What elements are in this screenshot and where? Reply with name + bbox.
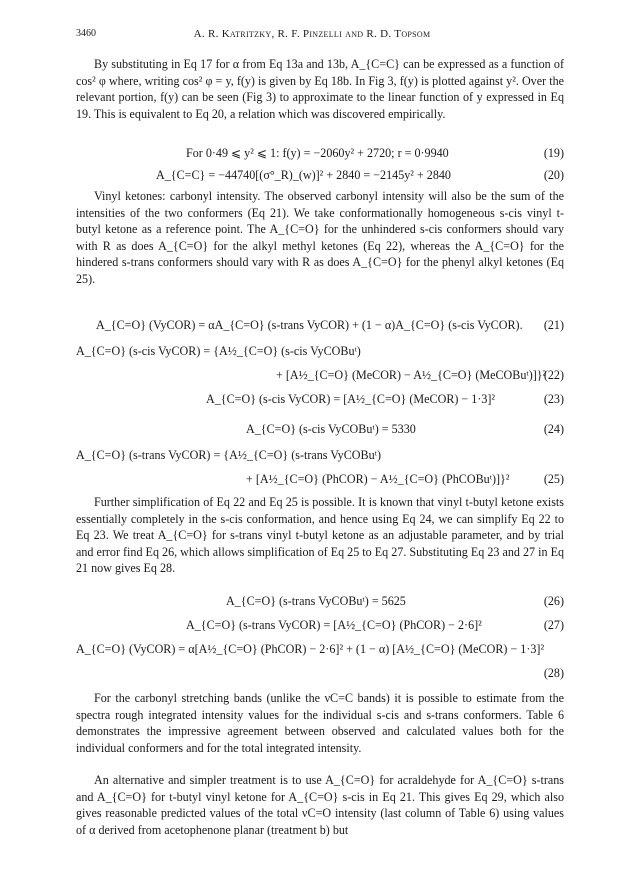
equation-27 bbox=[76, 616, 564, 634]
equation-24-number: (24) bbox=[543, 422, 564, 436]
paragraph-vinyl-ketones: Vinyl ketones: carbonyl intensity. The observed carbonyl intensity will also be the sum of the intensities of the two conformers (Eq 21). We take conformationally homogeneous s-cis vinyl t-butyl ketone as a reference point. The A_{C=O} for the unhindered s-cis conformers should vary with R as does A_{C=O} for the alkyl methyl ketones (Eq 22), whereas the A_{C=O} for the hindered s-trans conformers should vary with R as does A_{C=O} for the phenyl alkyl ketones (Eq 25). bbox=[76, 189, 564, 286]
equation-19 bbox=[76, 144, 564, 162]
equation-27-number: (27) bbox=[543, 618, 564, 632]
equation-22-body-line1: A_{C=O} (s-cis VyCOR) = {A½_{C=O} (s-cis VyCOBuᵗ) bbox=[76, 344, 361, 358]
equation-21 bbox=[76, 316, 564, 334]
equation-24 bbox=[76, 420, 564, 438]
equation-20-body: A_{C=C} = −44740[(σ°_R)_(w)]² + 2840 = −2145y² + 2840 bbox=[156, 168, 451, 182]
paragraph-simplification: Further simplification of Eq 22 and Eq 25 is possible. It is known that vinyl t-butyl ketone exists essentially completely in the s-cis conformation, and hence using Eq 24, we can simplify Eq 22 to Eq 23. We treat A_{C=O} for s-trans vinyl t-butyl ketone as an adjustable parameter, and by trial and error find Eq 26, which allows simplification of Eq 25 to Eq 27. Substituting Eq 23 and 27 in Eq 21 now gives Eq 28. bbox=[76, 495, 564, 576]
equation-25-body-line1: A_{C=O} (s-trans VyCOR) = {A½_{C=O} (s-trans VyCOBuᵗ) bbox=[76, 448, 381, 462]
equation-23-number: (23) bbox=[543, 392, 564, 406]
equation-25-line2 bbox=[76, 470, 564, 488]
equation-21-number: (21) bbox=[543, 318, 564, 332]
equation-20-number: (20) bbox=[543, 168, 564, 182]
equation-21-body: A_{C=O} (VyCOR) = αA_{C=O} (s-trans VyCOR) + (1 − α)A_{C=O} (s-cis VyCOR). bbox=[96, 318, 523, 332]
equation-22-number: (22) bbox=[543, 368, 564, 382]
equation-28-body: A_{C=O} (VyCOR) = α[A½_{C=O} (PhCOR) − 2·6]² + (1 − α) [A½_{C=O} (MeCOR) − 1·3]² bbox=[76, 642, 545, 656]
equation-22-line2 bbox=[76, 366, 564, 384]
equation-22-body-line2: + [A½_{C=O} (MeCOR) − A½_{C=O} (MeCOBuᵗ)]}² bbox=[276, 368, 547, 382]
paragraph-intro: By substituting in Eq 17 for α from Eq 13a and 13b, A_{C=C} can be expressed as a function of cos² φ where, writing cos² φ = y, f(y) is given by Eq 18b. In Fig 3, f(y) is plotted against y². Over the relevant portion, f(y) can be seen (Fig 3) to approximate to the linear function of y expressed in Eq 19. This is equivalent to Eq 20, a relation which was discovered empirically. bbox=[76, 57, 564, 121]
equation-26 bbox=[76, 592, 564, 610]
running-head-authors: A. R. Katritzky, R. F. Pinzelli and R. D. Topsom bbox=[193, 28, 431, 40]
equation-28-number: (28) bbox=[543, 666, 564, 680]
running-header bbox=[76, 28, 548, 44]
equation-19-body: For 0·49 ⩽ y² ⩽ 1: f(y) = −2060y² + 2720; r = 0·9940 bbox=[186, 146, 449, 160]
equation-28 bbox=[76, 640, 564, 658]
equation-27-body: A_{C=O} (s-trans VyCOR) = [A½_{C=O} (PhCOR) − 2·6]² bbox=[186, 618, 482, 632]
equation-26-body: A_{C=O} (s-trans VyCOBuᵗ) = 5625 bbox=[226, 594, 406, 608]
equation-19-number: (19) bbox=[543, 146, 564, 160]
equation-24-body: A_{C=O} (s-cis VyCOBuᵗ) = 5330 bbox=[246, 422, 416, 436]
equation-26-number: (26) bbox=[543, 594, 564, 608]
paragraph-carbonyl-bands: For the carbonyl stretching bands (unlike the νC=C bands) it is possible to estimate from the spectra rough integrated intensity values for the individual s-cis and s-trans conformers. Table 6 demonstrates the impressive agreement between observed and calculated values both for the individual conformers and for the total integrated intensity. bbox=[76, 691, 564, 755]
equation-25-line1 bbox=[76, 446, 564, 464]
equation-23 bbox=[76, 390, 564, 408]
equation-22-line1 bbox=[76, 342, 564, 360]
equation-20 bbox=[76, 166, 564, 184]
equation-23-body: A_{C=O} (s-cis VyCOR) = [A½_{C=O} (MeCOR) − 1·3]² bbox=[206, 392, 496, 406]
equation-28-number-row bbox=[76, 664, 564, 682]
equation-25-number: (25) bbox=[543, 472, 564, 486]
page-number: 3460 bbox=[76, 28, 96, 39]
equation-25-body-line2: + [A½_{C=O} (PhCOR) − A½_{C=O} (PhCOBuᵗ)]}² bbox=[246, 472, 510, 486]
paragraph-alternative-treatment: An alternative and simpler treatment is to use A_{C=O} for acraldehyde for A_{C=O} s-trans and A_{C=O} for t-butyl vinyl ketone for A_{C=O} s-cis in Eq 21. This gives Eq 29, which also gives reasonable predicted values of the total νC=O intensity (last column of Table 6) using values of α derived from acetophenone planar (treatment b) but bbox=[76, 773, 564, 837]
